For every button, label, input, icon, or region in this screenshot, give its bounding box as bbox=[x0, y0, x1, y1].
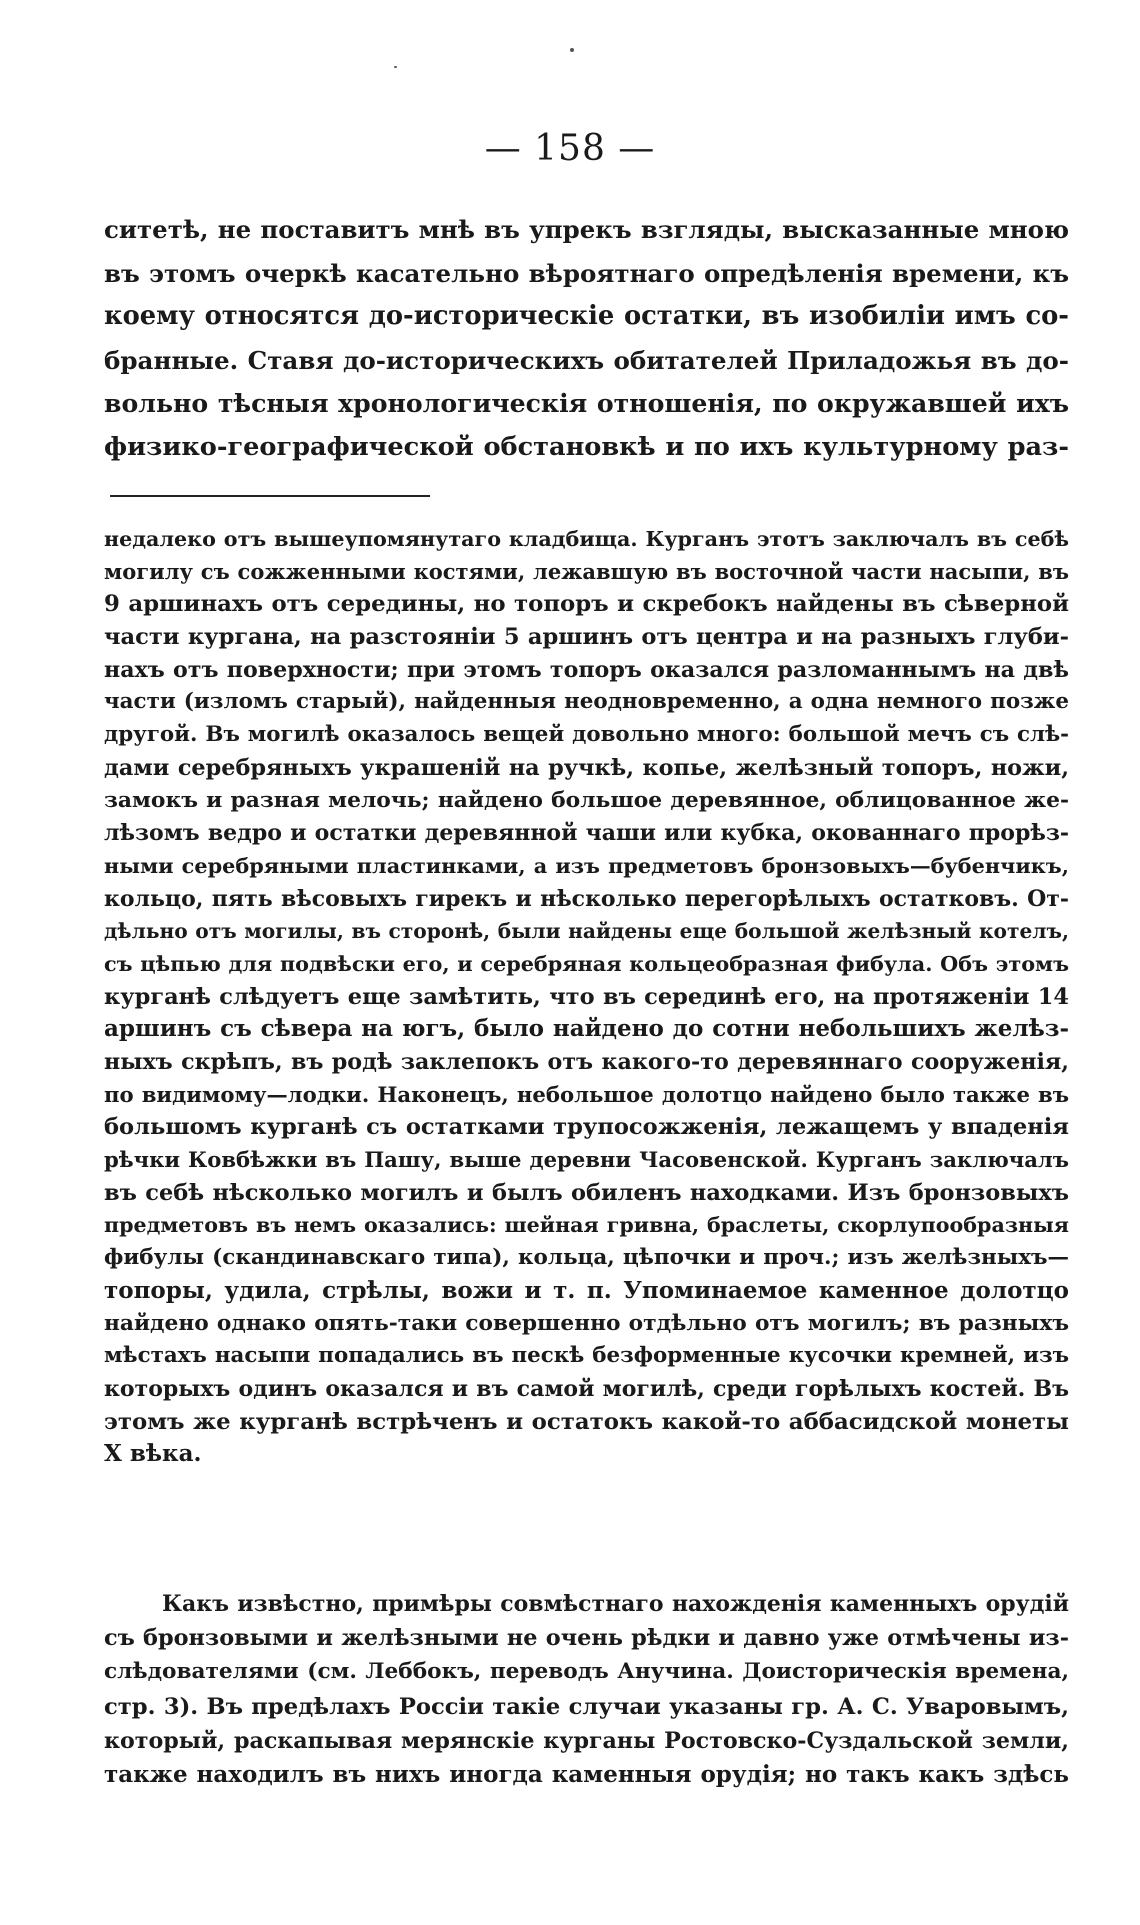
page-number: — 158 — bbox=[484, 128, 656, 169]
text-line: вольно тѣсныя хронологическія отношенія, по окружавшей ихъ bbox=[104, 388, 1069, 418]
footnote-line: предметовъ въ немъ оказались: шейная гривна, браслеты, скорлупообразныя bbox=[104, 1213, 1069, 1238]
footnote-line: аршинъ съ сѣвера на югъ, было найдено до сотни небольшихъ желѣз- bbox=[104, 1015, 1069, 1043]
footnote-line: 9 аршинахъ отъ середины, но топоръ и скребокъ найдены въ сѣверной bbox=[104, 591, 1069, 618]
footnote-line: рѣчки Ковбѣжки въ Пашу, выше деревни Часовенской. Курганъ заключалъ bbox=[104, 1147, 1069, 1173]
footnote-line: части кургана, на разстояніи 5 аршинъ отъ центра и на разныхъ глуби- bbox=[104, 624, 1069, 651]
footnote-line: курганѣ слѣдуетъ еще замѣтить, что въ серединѣ его, на протяженіи 14 bbox=[104, 983, 1069, 1010]
text-line: который, раскапывая мерянскіе курганы Ростовско-Суздальской земли, bbox=[104, 1727, 1069, 1754]
footnote-line: этомъ же курганѣ встрѣченъ и остатокъ какой-то аббасидской монеты bbox=[104, 1408, 1069, 1435]
footnote-line: могилу съ сожженными костями, лежавшую въ восточной части насыпи, въ bbox=[104, 558, 1069, 584]
text-line: стр. 3). Въ предѣлахъ Россіи такіе случаи указаны гр. А. С. Уваровымъ, bbox=[104, 1693, 1069, 1720]
text-line: Какъ извѣстно, примѣры совмѣстнаго нахожденія каменныхъ орудій bbox=[162, 1591, 1069, 1617]
text-line: бранные. Ставя до-историческихъ обитателей Приладожья въ до- bbox=[104, 345, 1069, 375]
text-line: съ бронзовыми и желѣзными не очень рѣдки и давно уже отмѣчены из- bbox=[104, 1625, 1069, 1652]
footnote-line: лѣзомъ ведро и остатки деревянной чаши или кубка, окованнаго прорѣз- bbox=[104, 820, 1069, 847]
footnote-line: части (изломъ старый), найденныя неодновременно, а одна немного позже bbox=[104, 689, 1069, 715]
footnote-line: съ цѣпью для подвѣски его, и серебряная кольцеобразная фибула. Объ этомъ bbox=[104, 951, 1069, 976]
footnote-line: фибулы (скандинавскаго типа), кольца, цѣпочки и проч.; изъ желѣзныхъ— bbox=[104, 1245, 1069, 1271]
footnote-line: по видимому—лодки. Наконецъ, небольшое долотцо найдено было также въ bbox=[104, 1081, 1069, 1107]
text-line: также находилъ въ нихъ иногда каменныя орудія; но такъ какъ здѣсь bbox=[104, 1760, 1069, 1788]
footnote-divider bbox=[110, 495, 430, 497]
footnote-line: ными серебряными пластинками, а изъ предметовъ бронзовыхъ—бубенчикъ, bbox=[104, 852, 1069, 878]
text-line: физико-географической обстановкѣ и по ихъ культурному раз- bbox=[104, 431, 1069, 462]
text-line: коему относятся до-историческіе остатки, въ изобиліи имъ со- bbox=[104, 301, 1069, 331]
text-line: ситетѣ, не поставитъ мнѣ въ упрекъ взгляды, высказанные мною bbox=[104, 215, 1069, 244]
text-line: въ этомъ очеркѣ касательно вѣроятнаго опредѣленія времени, къ bbox=[104, 258, 1069, 288]
footnote-line: большомъ курганѣ съ остатками трупосожженія, лежащемъ у впаденія bbox=[104, 1114, 1069, 1141]
footnote-line: замокъ и разная мелочь; найдено большое деревянное, облицованное же- bbox=[104, 787, 1069, 813]
footnote-line: другой. Въ могилѣ оказалось вещей довольно много: большой мечъ съ слѣ- bbox=[104, 722, 1069, 748]
footnote-line: въ себѣ нѣсколько могилъ и былъ обиленъ находками. Изъ бронзовыхъ bbox=[104, 1179, 1069, 1206]
footnote-line: мѣстахъ насыпи попадались въ пескѣ безформенные кусочки кремней, изъ bbox=[104, 1343, 1069, 1369]
footnote-line: которыхъ одинъ оказался и въ самой могилѣ, среди горѣлыхъ костей. Въ bbox=[104, 1375, 1069, 1402]
second-paragraph bbox=[104, 1587, 1069, 1792]
main-paragraph bbox=[104, 208, 1069, 469]
footnote-line: X вѣка. bbox=[104, 1440, 202, 1468]
footnote-line: топоры, удила, стрѣлы, вожи и т. п. Упоминаемое каменное долотцо bbox=[104, 1276, 1069, 1304]
print-speck bbox=[570, 48, 574, 52]
footnote-line: нахъ отъ поверхности; при этомъ топоръ оказался разломаннымъ на двѣ bbox=[104, 656, 1069, 683]
footnote-line: дѣльно отъ могилы, въ сторонѣ, были найдены еще большой желѣзный котелъ, bbox=[104, 919, 1069, 944]
footnote-line: найдено однако опять-таки совершенно отдѣльно отъ могилъ; въ разныхъ bbox=[104, 1310, 1069, 1336]
footnote bbox=[104, 523, 1069, 1471]
footnote-line: недалеко отъ вышеупомянутаго кладбища. Курганъ этотъ заключалъ въ себѣ bbox=[104, 527, 1069, 551]
footnote-line: кольцо, пять вѣсовыхъ гирекъ и нѣсколько перегорѣлыхъ остатковъ. От- bbox=[104, 885, 1069, 912]
text-line: слѣдователями (см. Леббокъ, переводъ Анучина. Доисторическія времена, bbox=[104, 1659, 1069, 1685]
footnote-line: дами серебряныхъ украшеній на ручкѣ, копье, желѣзный топоръ, ножи, bbox=[104, 754, 1069, 781]
print-speck bbox=[394, 66, 397, 68]
footnote-line: ныхъ скрѣпъ, въ родѣ заклепокъ отъ какого-то деревяннаго сооруженія, bbox=[104, 1049, 1069, 1075]
